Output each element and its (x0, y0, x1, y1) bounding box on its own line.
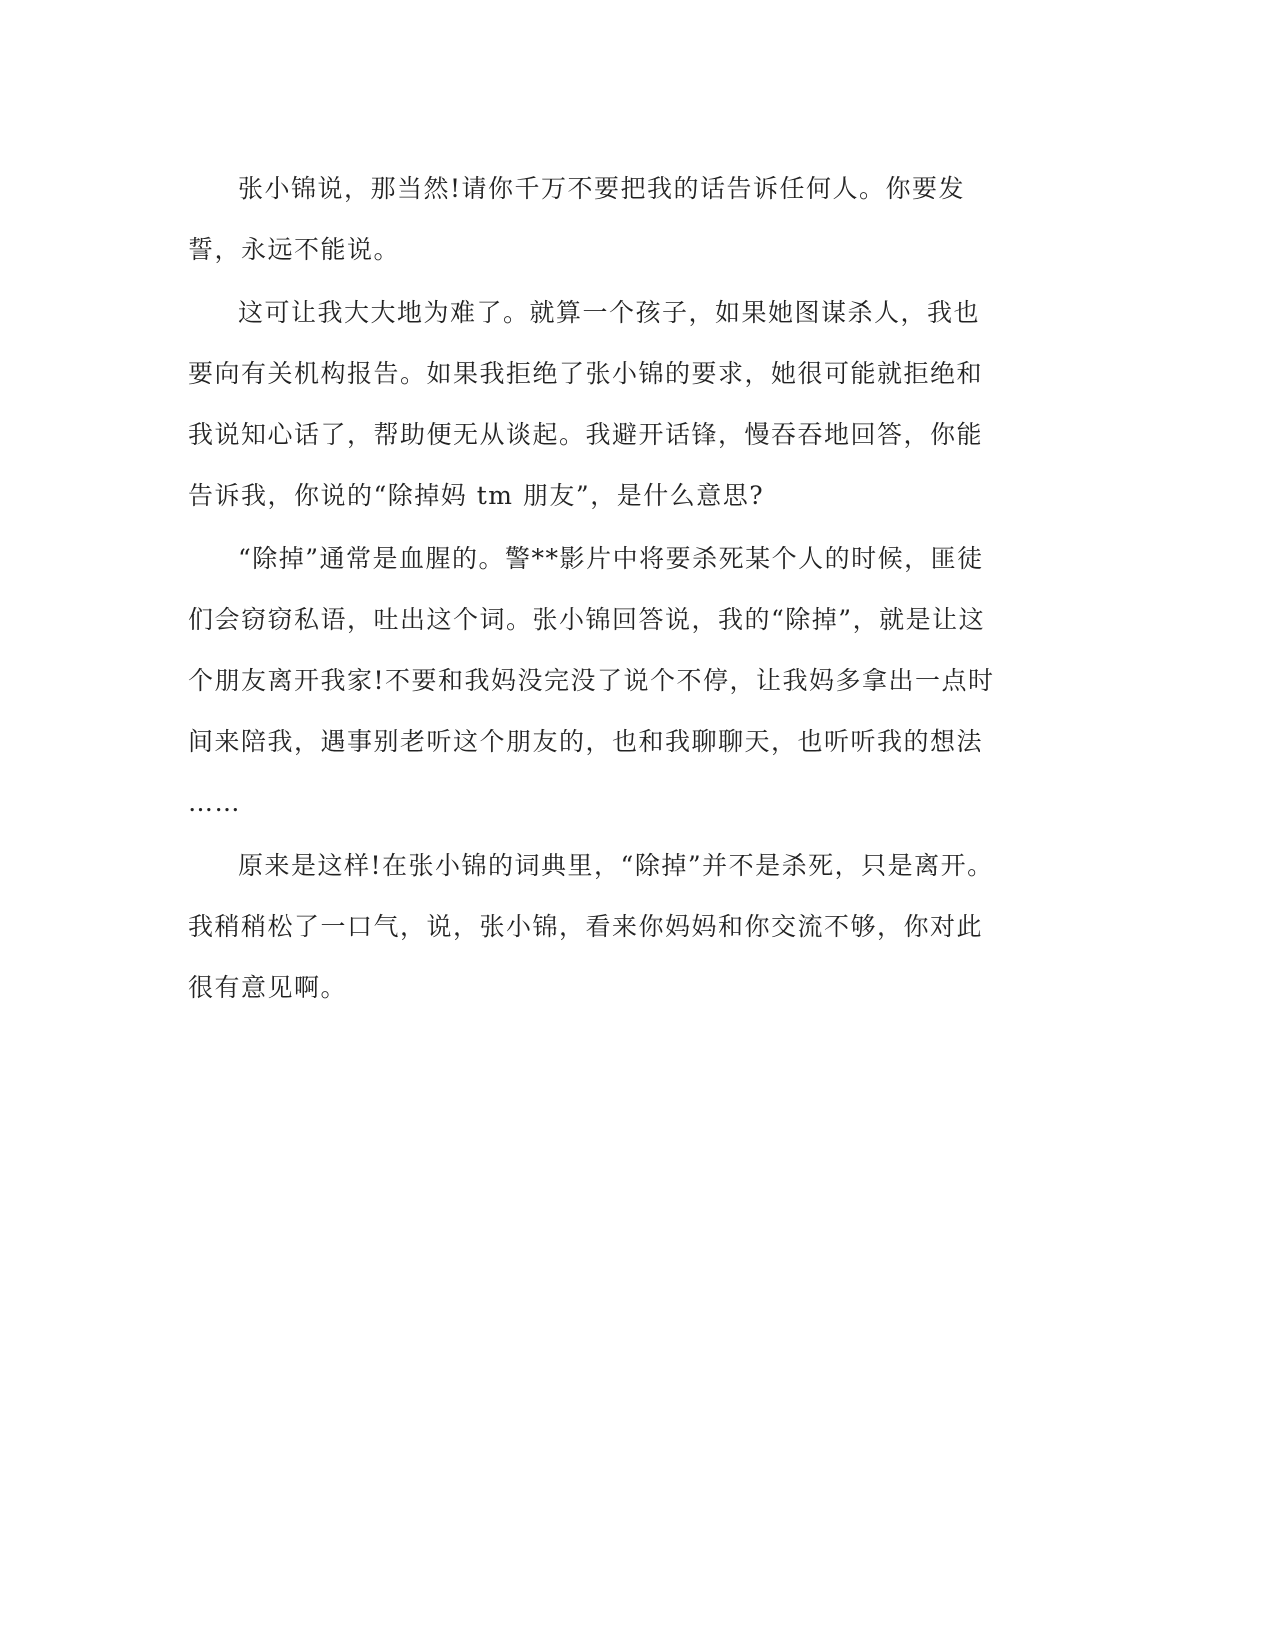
paragraph-2: 这可让我大大地为难了。就算一个孩子，如果她图谋杀人，我也 要向有关机构报告。如果我拒绝了张小锦的要求，她很可能就拒绝和 我说知心话了，帮助便无从谈起。我避开话锋，慢吞吞地回答，你能 告诉我，你说的“除掉妈 tm 朋友”，是什么意思? (188, 298, 984, 510)
paragraph-3: “除掉”通常是血腥的。警**影片中将要杀死某个人的时候，匪徒 们会窃窃私语，吐出这个词。张小锦回答说，我的“除掉”，就是让这 个朋友离开我家!不要和我妈没完没了说个不停，让我妈多拿出一点时 间来陪我，遇事别老听这个朋友的，也和我聊聊天，也听听我的想法 …… (188, 544, 995, 817)
paragraph-1: 张小锦说，那当然!请你千万不要把我的话告诉任何人。你要发 誓，永远不能说。 (188, 174, 966, 264)
document-body (188, 158, 1078, 1020)
paragraph-4: 原来是这样!在张小锦的词典里，“除掉”并不是杀死，只是离开。 我稍稍松了一口气，说，张小锦，看来你妈妈和你交流不够，你对此 很有意见啊。 (188, 851, 994, 1002)
